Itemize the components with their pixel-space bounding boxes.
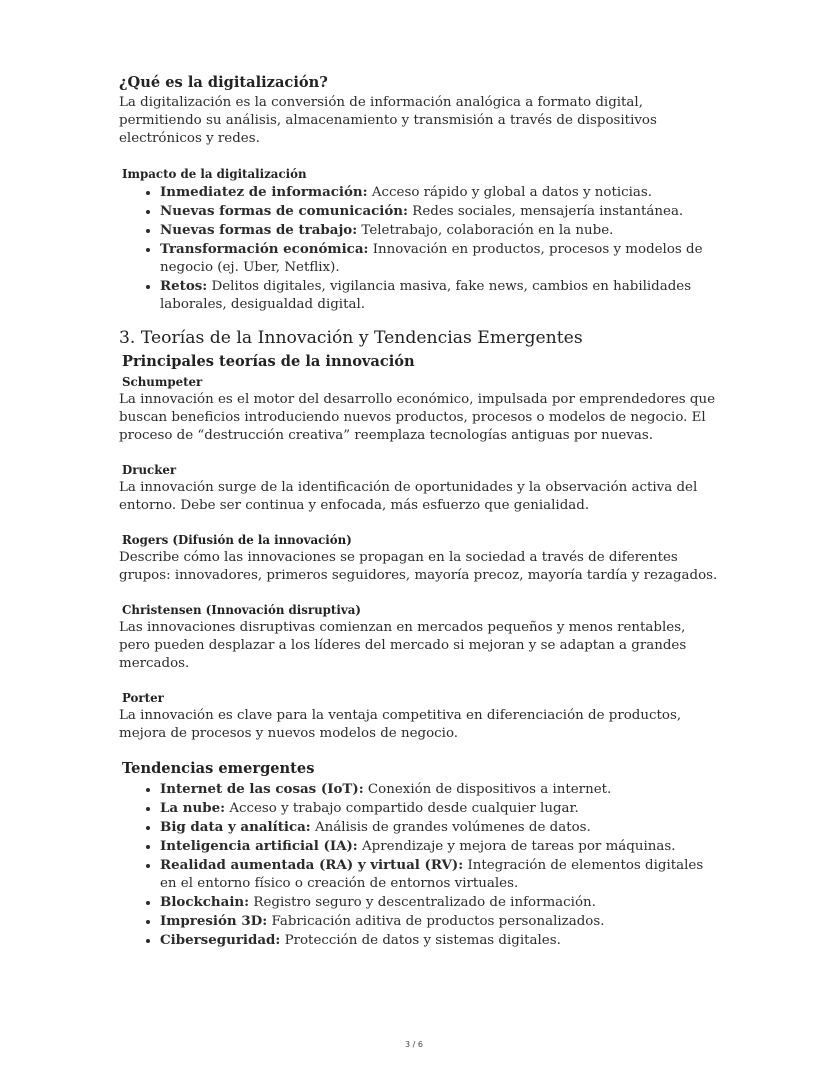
theory-name: Schumpeter <box>122 375 203 389</box>
list-item: • Nuevas formas de trabajo: Teletrabajo, colaboración en la nube. <box>160 221 719 240</box>
theory-text: La innovación es el motor del desarrollo económico, impulsada por emprendedores que buscan beneficios introduciendo nuevos productos, procesos o modelos de negocio. El proceso de “destrucción creativa” reemplaza tecnologías antiguas por nuevas. <box>119 392 716 443</box>
theory-text: Las innovaciones disruptivas comienzan en mercados pequeños y menos rentables, pero pueden desplazar a los líderes del mercado si mejoran y se adaptan a grandes mercados. <box>119 620 687 671</box>
list-item: • Impresión 3D: Fabricación aditiva de productos personalizados. <box>160 912 719 931</box>
theory-name: Porter <box>122 691 164 705</box>
list-item: • Blockchain: Registro seguro y descentralizado de información. <box>160 893 719 912</box>
theory-name: Drucker <box>122 463 177 477</box>
trends-heading: Tendencias emergentes <box>122 760 315 777</box>
digitalization-definition: La digitalización es la conversión de información analógica a formato digital, permitiendo su análisis, almacenamiento y transmisión a través de dispositivos electrónicos y redes. <box>119 95 657 146</box>
impact-heading: Impacto de la digitalización <box>122 167 307 181</box>
list-item: • Inteligencia artificial (IA): Aprendizaje y mejora de tareas por máquinas. <box>160 837 719 856</box>
list-item: • Nuevas formas de comunicación: Redes sociales, mensajería instantánea. <box>160 202 719 221</box>
theory-name: Rogers (Difusión de la innovación) <box>122 533 352 547</box>
digitalization-heading: ¿Qué es la digitalización? <box>119 74 328 91</box>
list-item: • Inmediatez de información: Acceso rápido y global a datos y noticias. <box>160 183 719 202</box>
theory-name: Christensen (Innovación disruptiva) <box>122 603 361 617</box>
impact-list <box>119 183 719 314</box>
theory-text: Describe cómo las innovaciones se propagan en la sociedad a través de diferentes grupos: innovadores, primeros seguidores, mayoría precoz, mayoría tardía y rezagados. <box>119 550 718 583</box>
list-item: • Internet de las cosas (IoT): Conexión de dispositivos a internet. <box>160 780 719 799</box>
list-item: • Retos: Delitos digitales, vigilancia masiva, fake news, cambios en habilidades laborales, desigualdad digital. <box>160 277 719 314</box>
list-item: • Big data y analítica: Análisis de grandes volúmenes de datos. <box>160 818 719 837</box>
section-3-heading: 3. Teorías de la Innovación y Tendencias Emergentes <box>119 328 583 348</box>
theory-text: La innovación es clave para la ventaja competitiva en diferenciación de productos, mejora de procesos y nuevos modelos de negocio. <box>119 708 682 741</box>
list-item: • Transformación económica: Innovación en productos, procesos y modelos de negocio (ej. Uber, Netflix). <box>160 240 719 277</box>
trends-list <box>119 780 719 950</box>
theories-heading: Principales teorías de la innovación <box>122 353 415 370</box>
list-item: • La nube: Acceso y trabajo compartido desde cualquier lugar. <box>160 799 719 818</box>
list-item: • Ciberseguridad: Protección de datos y sistemas digitales. <box>160 931 719 950</box>
theory-text: La innovación surge de la identificación de oportunidades y la observación activa del entorno. Debe ser continua y enfocada, más esfuerzo que genialidad. <box>119 480 698 513</box>
page-number: 3 / 6 <box>405 1040 423 1049</box>
list-item: • Realidad aumentada (RA) y virtual (RV): Integración de elementos digitales en el entorno físico o creación de entornos virtuales. <box>160 856 719 893</box>
document-page <box>119 70 719 950</box>
